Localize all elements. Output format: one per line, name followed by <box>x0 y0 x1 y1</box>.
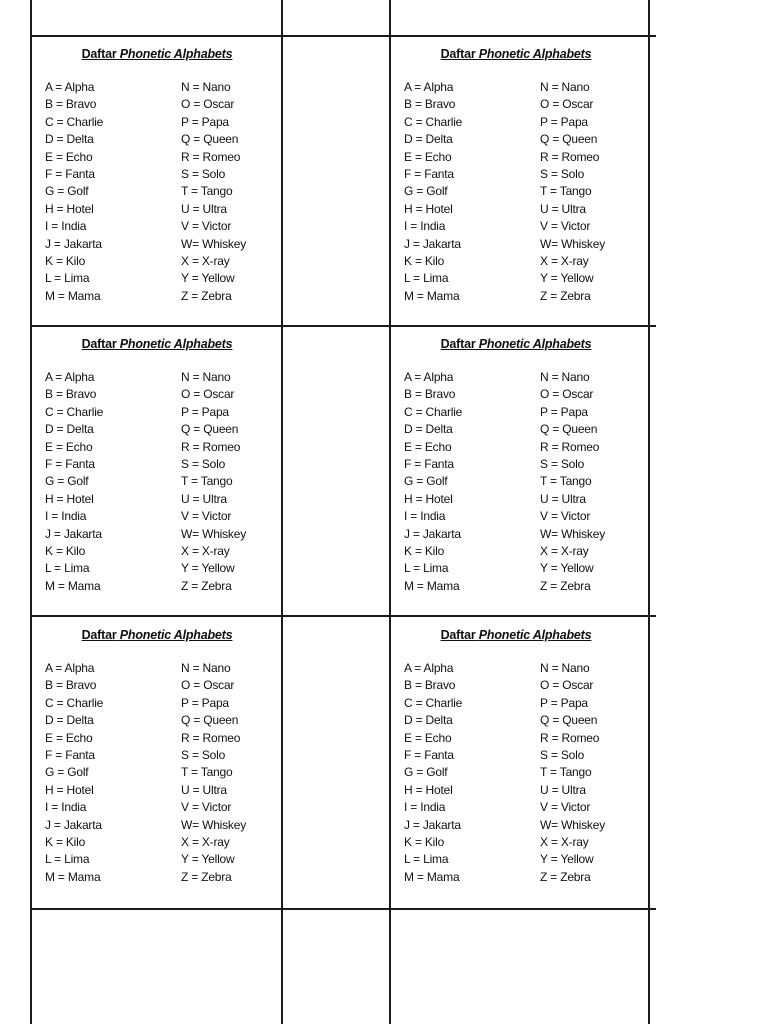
alphabet-entry: J = Jakarta <box>45 817 102 832</box>
alphabet-entry: U = Ultra <box>540 201 586 216</box>
alphabet-entry: D = Delta <box>45 422 94 437</box>
alphabet-entry: Y = Yellow <box>540 852 594 867</box>
alphabet-entry: U = Ultra <box>540 782 586 797</box>
alphabet-entry: Y = Yellow <box>181 271 235 286</box>
card-title-prefix: Daftar <box>440 47 476 61</box>
alphabet-entry: O = Oscar <box>181 97 235 112</box>
alphabet-column-left <box>404 660 462 886</box>
alphabet-entry: X = X-ray <box>540 253 589 268</box>
alphabet-entry: W= Whiskey <box>540 236 606 251</box>
alphabet-entry: Q = Queen <box>540 132 598 147</box>
alphabet-column-right <box>540 79 605 305</box>
alphabet-entry: L = Lima <box>404 561 449 576</box>
alphabet-column-right <box>181 79 246 305</box>
alphabet-entry: X = X-ray <box>181 543 230 558</box>
alphabet-entry: T = Tango <box>181 765 233 780</box>
card-title-prefix: Daftar <box>81 337 117 351</box>
alphabet-entry: Z = Zebra <box>540 869 591 884</box>
alphabet-entry: B = Bravo <box>45 97 97 112</box>
alphabet-entry: S = Solo <box>540 166 585 181</box>
alphabet-entry: P = Papa <box>181 404 229 419</box>
phonetic-alphabet-card <box>31 618 283 908</box>
alphabet-column-left <box>45 369 103 595</box>
alphabet-entry: Z = Zebra <box>181 869 232 884</box>
alphabet-entry: U = Ultra <box>181 201 227 216</box>
alphabet-entry: P = Papa <box>540 404 588 419</box>
alphabet-entry: U = Ultra <box>181 782 227 797</box>
alphabet-entry: H = Hotel <box>45 782 94 797</box>
alphabet-entry: P = Papa <box>540 695 588 710</box>
alphabet-entry: S = Solo <box>540 456 585 471</box>
alphabet-entry: D = Delta <box>404 132 453 147</box>
card-title-emphasis: Phonetic Alphabets <box>478 47 592 61</box>
alphabet-entry: E = Echo <box>404 730 452 745</box>
alphabet-entry: U = Ultra <box>540 491 586 506</box>
alphabet-column-left <box>45 660 103 886</box>
alphabet-entry: M = Mama <box>404 288 460 303</box>
alphabet-entry: N = Nano <box>181 661 231 675</box>
alphabet-entry: X = X-ray <box>540 834 589 849</box>
alphabet-entry: G = Golf <box>45 184 89 199</box>
alphabet-entry: I = India <box>45 219 87 234</box>
alphabet-entry: H = Hotel <box>404 201 453 216</box>
alphabet-entry: Q = Queen <box>540 713 598 728</box>
alphabet-entry: A = Alpha <box>404 80 454 94</box>
card-title-emphasis: Phonetic Alphabets <box>478 337 592 351</box>
alphabet-entry: L = Lima <box>45 561 90 576</box>
phonetic-alphabet-card <box>390 618 642 908</box>
alphabet-column-right <box>540 369 605 595</box>
alphabet-entry: A = Alpha <box>45 80 95 94</box>
card-title <box>390 47 642 61</box>
alphabet-entry: K = Kilo <box>404 543 445 558</box>
alphabet-entry: J = Jakarta <box>404 526 461 541</box>
alphabet-entry: H = Hotel <box>404 491 453 506</box>
alphabet-entry: T = Tango <box>181 474 233 489</box>
alphabet-entry: Y = Yellow <box>540 561 594 576</box>
alphabet-entry: R = Romeo <box>540 149 600 164</box>
alphabet-entry: C = Charlie <box>45 404 104 419</box>
alphabet-entry: M = Mama <box>45 288 101 303</box>
alphabet-entry: T = Tango <box>540 765 592 780</box>
card-title <box>390 337 642 351</box>
card-title-prefix: Daftar <box>81 628 117 642</box>
card-title-emphasis: Phonetic Alphabets <box>119 337 233 351</box>
alphabet-entry: W= Whiskey <box>181 526 247 541</box>
alphabet-entry: K = Kilo <box>45 543 86 558</box>
alphabet-entry: C = Charlie <box>404 695 463 710</box>
alphabet-entry: T = Tango <box>181 184 233 199</box>
alphabet-entry: A = Alpha <box>404 661 454 675</box>
alphabet-entry: S = Solo <box>181 747 226 762</box>
alphabet-column-right <box>181 369 246 595</box>
alphabet-entry: G = Golf <box>404 184 448 199</box>
alphabet-entry: I = India <box>45 800 87 815</box>
alphabet-entry: N = Nano <box>540 661 590 675</box>
phonetic-alphabet-card <box>31 327 283 617</box>
alphabet-entry: J = Jakarta <box>45 526 102 541</box>
alphabet-column-left <box>404 79 462 305</box>
alphabet-entry: G = Golf <box>404 474 448 489</box>
alphabet-entry: W= Whiskey <box>540 526 606 541</box>
alphabet-entry: I = India <box>404 800 446 815</box>
alphabet-entry: V = Victor <box>181 219 232 234</box>
alphabet-entry: M = Mama <box>404 869 460 884</box>
alphabet-entry: N = Nano <box>540 370 590 384</box>
alphabet-entry: S = Solo <box>181 456 226 471</box>
grid-line-vertical <box>648 0 650 1024</box>
alphabet-column-left <box>45 79 103 305</box>
alphabet-entry: A = Alpha <box>45 370 95 384</box>
alphabet-entry: O = Oscar <box>540 678 594 693</box>
alphabet-entry: B = Bravo <box>45 678 97 693</box>
alphabet-entry: P = Papa <box>540 114 588 129</box>
alphabet-entry: W= Whiskey <box>181 236 247 251</box>
alphabet-entry: J = Jakarta <box>404 236 461 251</box>
alphabet-entry: J = Jakarta <box>404 817 461 832</box>
alphabet-entry: A = Alpha <box>45 661 95 675</box>
alphabet-entry: X = X-ray <box>540 543 589 558</box>
alphabet-entry: D = Delta <box>45 132 94 147</box>
alphabet-entry: B = Bravo <box>404 97 456 112</box>
alphabet-entry: T = Tango <box>540 184 592 199</box>
alphabet-entry: O = Oscar <box>181 678 235 693</box>
alphabet-entry: L = Lima <box>404 852 449 867</box>
card-title <box>31 628 283 642</box>
alphabet-entry: N = Nano <box>181 370 231 384</box>
alphabet-entry: F = Fanta <box>404 747 454 762</box>
phonetic-alphabet-card <box>390 37 642 327</box>
alphabet-entry: W= Whiskey <box>181 817 247 832</box>
card-title-emphasis: Phonetic Alphabets <box>478 628 592 642</box>
alphabet-entry: V = Victor <box>540 219 591 234</box>
alphabet-entry: Y = Yellow <box>540 271 594 286</box>
alphabet-entry: Q = Queen <box>181 132 239 147</box>
alphabet-entry: U = Ultra <box>181 491 227 506</box>
alphabet-entry: C = Charlie <box>45 695 104 710</box>
alphabet-entry: P = Papa <box>181 695 229 710</box>
alphabet-entry: Q = Queen <box>181 422 239 437</box>
phonetic-alphabet-card <box>31 37 283 327</box>
alphabet-entry: R = Romeo <box>181 730 241 745</box>
alphabet-entry: R = Romeo <box>181 439 241 454</box>
card-title-prefix: Daftar <box>440 337 476 351</box>
alphabet-entry: E = Echo <box>45 730 93 745</box>
alphabet-entry: Q = Queen <box>181 713 239 728</box>
alphabet-entry: D = Delta <box>404 422 453 437</box>
phonetic-alphabet-card <box>390 327 642 617</box>
alphabet-entry: M = Mama <box>404 578 460 593</box>
alphabet-entry: D = Delta <box>45 713 94 728</box>
alphabet-entry: N = Nano <box>181 80 231 94</box>
alphabet-entry: B = Bravo <box>404 387 456 402</box>
alphabet-entry: I = India <box>404 219 446 234</box>
alphabet-entry: C = Charlie <box>404 114 463 129</box>
alphabet-entry: G = Golf <box>45 474 89 489</box>
card-title <box>390 628 642 642</box>
alphabet-entry: E = Echo <box>404 439 452 454</box>
alphabet-entry: H = Hotel <box>45 491 94 506</box>
alphabet-entry: S = Solo <box>181 166 226 181</box>
alphabet-entry: K = Kilo <box>404 253 445 268</box>
alphabet-entry: L = Lima <box>45 852 90 867</box>
alphabet-entry: N = Nano <box>540 80 590 94</box>
card-title-prefix: Daftar <box>440 628 476 642</box>
alphabet-entry: S = Solo <box>540 747 585 762</box>
alphabet-entry: R = Romeo <box>540 439 600 454</box>
alphabet-entry: V = Victor <box>181 800 232 815</box>
alphabet-column-left <box>404 369 462 595</box>
alphabet-entry: E = Echo <box>45 439 93 454</box>
alphabet-entry: O = Oscar <box>181 387 235 402</box>
card-title-emphasis: Phonetic Alphabets <box>119 47 233 61</box>
alphabet-entry: B = Bravo <box>45 387 97 402</box>
alphabet-entry: O = Oscar <box>540 97 594 112</box>
alphabet-entry: Z = Zebra <box>540 578 591 593</box>
alphabet-entry: O = Oscar <box>540 387 594 402</box>
alphabet-entry: T = Tango <box>540 474 592 489</box>
card-title <box>31 337 283 351</box>
alphabet-column-right <box>540 660 605 886</box>
alphabet-entry: E = Echo <box>45 149 93 164</box>
alphabet-entry: R = Romeo <box>540 730 600 745</box>
alphabet-entry: J = Jakarta <box>45 236 102 251</box>
alphabet-entry: K = Kilo <box>45 253 86 268</box>
alphabet-entry: D = Delta <box>404 713 453 728</box>
alphabet-entry: Z = Zebra <box>181 578 232 593</box>
card-title <box>31 47 283 61</box>
alphabet-entry: I = India <box>45 509 87 524</box>
card-title-prefix: Daftar <box>81 47 117 61</box>
alphabet-entry: L = Lima <box>45 271 90 286</box>
alphabet-entry: K = Kilo <box>404 834 445 849</box>
alphabet-entry: C = Charlie <box>45 114 104 129</box>
alphabet-entry: V = Victor <box>181 509 232 524</box>
alphabet-entry: F = Fanta <box>404 166 454 181</box>
alphabet-entry: X = X-ray <box>181 253 230 268</box>
alphabet-entry: Z = Zebra <box>540 288 591 303</box>
alphabet-entry: H = Hotel <box>45 201 94 216</box>
alphabet-entry: I = India <box>404 509 446 524</box>
alphabet-entry: F = Fanta <box>45 747 95 762</box>
alphabet-entry: K = Kilo <box>45 834 86 849</box>
alphabet-entry: M = Mama <box>45 578 101 593</box>
alphabet-entry: Q = Queen <box>540 422 598 437</box>
alphabet-entry: B = Bravo <box>404 678 456 693</box>
alphabet-entry: F = Fanta <box>404 456 454 471</box>
alphabet-entry: E = Echo <box>404 149 452 164</box>
alphabet-entry: Y = Yellow <box>181 852 235 867</box>
alphabet-entry: V = Victor <box>540 509 591 524</box>
alphabet-entry: G = Golf <box>404 765 448 780</box>
alphabet-entry: P = Papa <box>181 114 229 129</box>
alphabet-entry: A = Alpha <box>404 370 454 384</box>
alphabet-entry: X = X-ray <box>181 834 230 849</box>
alphabet-entry: W= Whiskey <box>540 817 606 832</box>
alphabet-entry: Z = Zebra <box>181 288 232 303</box>
alphabet-entry: M = Mama <box>45 869 101 884</box>
alphabet-entry: F = Fanta <box>45 456 95 471</box>
alphabet-entry: F = Fanta <box>45 166 95 181</box>
grid-line-horizontal <box>30 908 656 910</box>
alphabet-entry: L = Lima <box>404 271 449 286</box>
alphabet-entry: R = Romeo <box>181 149 241 164</box>
alphabet-entry: Y = Yellow <box>181 561 235 576</box>
alphabet-entry: C = Charlie <box>404 404 463 419</box>
card-title-emphasis: Phonetic Alphabets <box>119 628 233 642</box>
alphabet-entry: H = Hotel <box>404 782 453 797</box>
alphabet-entry: V = Victor <box>540 800 591 815</box>
alphabet-column-right <box>181 660 246 886</box>
alphabet-entry: G = Golf <box>45 765 89 780</box>
